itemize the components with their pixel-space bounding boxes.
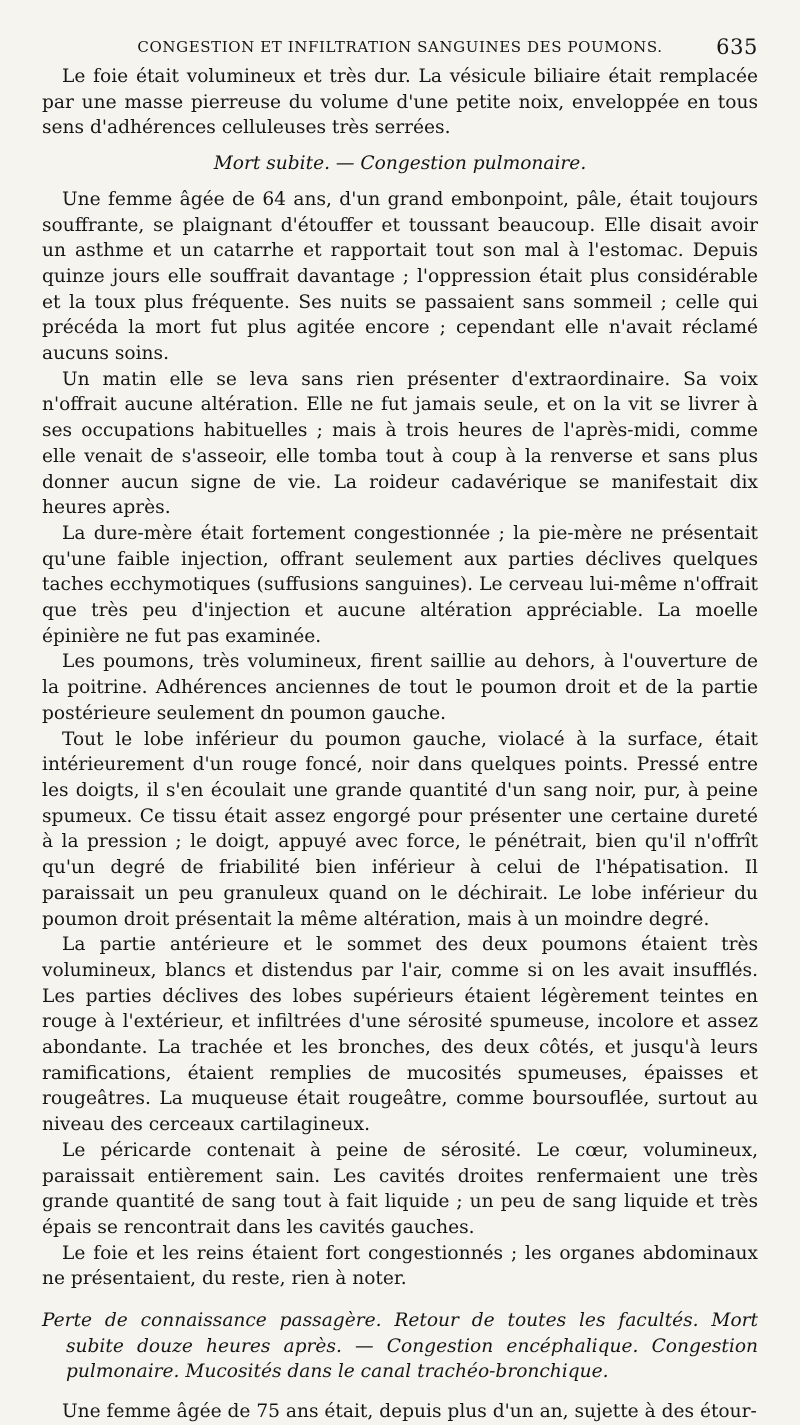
paragraph: La partie antérieure et le sommet des deux poumons étaient très volumineux, blancs et distendus par l'air, comme si on les avait insufflés. Les parties déclives des lobes supérieurs étaient légèrement teintes en rouge à l'extérieur, et infiltrées d'une sérosité spumeuse, incolore et assez abondante. La trachée et les bronches, des deux côtés, et jusqu'à leurs ramifications, étaient remplies de mucosités spumeuses, épaisses et rougeâtres. La muqueuse était rougeâtre, comme boursouflée, surtout au niveau des cerceaux cartilagineux.: [42, 934, 758, 1136]
next-case-title: Perte de connaissance passagère. Retour de toutes les facultés. Mort subite douze heures après. — Congestion encéphalique. Congestion pulmonaire. Mucosités dans le canal trachéo-bronchique.: [42, 1310, 758, 1383]
paragraph: Le foie était volumineux et très dur. La vésicule biliaire était remplacée par une masse pierreuse du volume d'une petite noix, enveloppée en tous sens d'adhérences celluleuses très serrées.: [42, 66, 758, 139]
paragraph: Le péricarde contenait à peine de sérosité. Le cœur, volumineux, paraissait entièrement sain. Les cavités droites renfermaient une très grande quantité de sang tout à fait liquide ; un peu de sang liquide et très épais se rencontrait dans les cavités gauches.: [42, 1139, 758, 1238]
body-text: [42, 64, 758, 1425]
paragraph: Les poumons, très volumineux, firent saillie au dehors, à l'ouverture de la poitrine. Adhérences anciennes de tout le poumon droit et de la partie postérieure seulement dn poumon gauche.: [42, 651, 758, 724]
running-head: [42, 30, 758, 64]
paragraph: Une femme âgée de 64 ans, d'un grand embonpoint, pâle, était toujours souffrante, se plaignant d'étouffer et toussant beaucoup. Elle disait avoir un asthme et un catarrhe et rapportait tout son mal à l'estomac. Depuis quinze jours elle souffrait davantage ; l'oppression était plus considérable et la toux plus fréquente. Ses nuits se passaient sans sommeil ; celle qui précéda la mort fut plus agitée encore ; cependant elle n'avait réclamé aucuns soins.: [42, 188, 758, 365]
case-title: Mort subite. — Congestion pulmonaire.: [213, 153, 587, 175]
paragraph: Tout le lobe inférieur du poumon gauche, violacé à la surface, était intérieurement d'un rouge foncé, noir dans quelques points. Pressé entre les doigts, il s'en écoulait une grande quantité d'un sang noir, pur, à peine spumeux. Ce tissu était assez engorgé pour présenter une certaine dureté à la pression ; le doigt, appuyé avec force, le pénétrait, bien qu'il n'offrît qu'un degré de friabilité bien inférieur à celui de l'hépatisation. Il paraissait un peu granuleux quand on le déchirait. Le lobe inférieur du poumon droit présentait la même altération, mais à un moindre degré.: [42, 728, 758, 930]
closing-line: Une femme âgée de 75 ans était, depuis plus d'un an, sujette à des étour-: [62, 1401, 757, 1423]
paragraph: Le foie et les reins étaient fort congestionnés ; les organes abdominaux ne présentaient, du reste, rien à noter.: [42, 1242, 758, 1290]
page-number: 635: [716, 35, 758, 59]
running-title: CONGESTION ET INFILTRATION SANGUINES DES POUMONS.: [137, 38, 663, 56]
paragraph: Un matin elle se leva sans rien présenter d'extraordinaire. Sa voix n'offrait aucune altération. Elle ne fut jamais seule, et on la vit se livrer à ses occupations habituelles ; mais à trois heures de l'après-midi, comme elle venait de s'asseoir, elle tomba tout à coup à la renverse et sans plus donner aucun signe de vie. La roideur cadavérique se manifestait dix heures après.: [42, 368, 758, 519]
paragraph: La dure-mère était fortement congestionnée ; la pie-mère ne présentait qu'une faible injection, offrant seulement aux parties déclives quelques taches ecchymotiques (suffusions sanguines). Le cerveau lui-même n'offrait que très peu d'injection et aucune altération appréciable. La moelle épinière ne fut pas examinée.: [42, 522, 758, 647]
